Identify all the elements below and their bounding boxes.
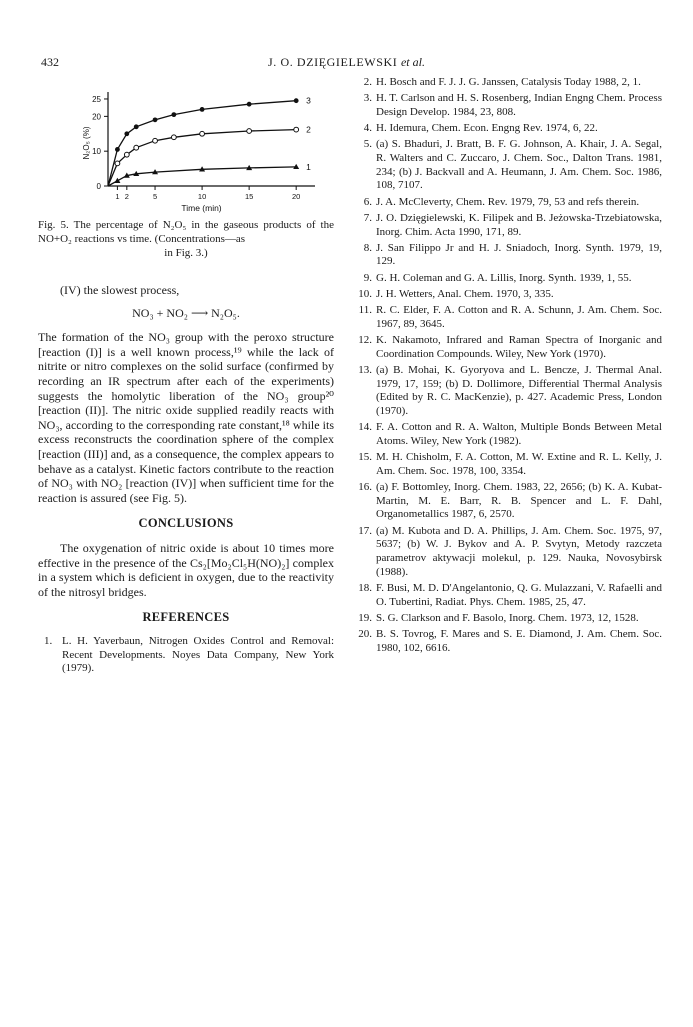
x-tick-label: 10	[197, 192, 207, 201]
reference-number: 4.	[363, 122, 372, 135]
reference-item	[352, 196, 662, 210]
reference-number: 5.	[363, 138, 372, 151]
x-tick-label: 15	[244, 192, 254, 201]
reference-text: S. G. Clarkson and F. Basolo, Inorg. Chem. 1973, 12, 1528.	[376, 611, 639, 624]
x-axis-label: Time (min)	[181, 203, 222, 213]
reference-item	[352, 334, 662, 361]
reference-item	[352, 76, 662, 90]
figure-caption-line2: in Fig. 3.)	[164, 247, 208, 259]
data-point	[171, 112, 176, 117]
reference-item	[352, 421, 662, 448]
reference-text: J. San Filippo Jr and H. J. Sniadoch, Inorg. Synth. 1979, 19, 129.	[376, 241, 662, 268]
figure-caption	[38, 218, 334, 260]
reference-text: H. T. Carlson and H. S. Rosenberg, Indian Engng Chem. Process Design Develop. 1984, 23, 808.	[376, 92, 662, 118]
reference-text: K. Nakamoto, Infrared and Raman Spectra of Inorganic and Coordination Compounds. Wiley, New York (1970).	[376, 333, 662, 360]
reference-item	[352, 612, 662, 626]
reference-item	[352, 272, 662, 286]
y-tick-label: 0	[96, 182, 101, 191]
data-point	[294, 98, 299, 103]
reference-text: J. O. Dzięgielewski, K. Filipek and B. Jeżowska-Trzebiatowska, Inorg. Chim. Acta 1990, 171, 89.	[376, 211, 662, 238]
reference-item	[352, 451, 662, 478]
reference-item	[38, 635, 334, 676]
reference-number: 2.	[363, 76, 372, 88]
running-head	[0, 55, 693, 70]
series-line-2	[108, 130, 296, 186]
reference-item	[352, 628, 662, 655]
data-point	[171, 135, 176, 140]
reference-text: H. Idemura, Chem. Econ. Engng Rev. 1974, 6, 22.	[376, 122, 598, 135]
data-point	[200, 131, 205, 136]
reference-number: 9.	[363, 271, 372, 284]
reference-number: 14.	[358, 421, 372, 434]
curve-label: 2	[306, 124, 311, 135]
reference-text: B. S. Tovrog, F. Mares and S. E. Diamond, J. Am. Chem. Soc. 1980, 102, 6616.	[376, 628, 662, 654]
x-tick-label: 20	[292, 192, 301, 201]
data-point	[200, 107, 205, 112]
figure-5-chart	[80, 84, 330, 214]
y-tick-label: 25	[92, 94, 101, 104]
x-tick-label: 2	[124, 192, 129, 201]
data-point	[114, 178, 120, 183]
reference-text: (a) S. Bhaduri, J. Bratt, B. F. G. Johnson, A. Khair, J. A. Segal, R. Walters and C. Zuccaro, J. Chem. Soc., Dalton Trans. 1981, 234; (b) J. Backvall and A. Heumann, J. Am. Chem. Soc. 1986, 108, 7107.	[376, 138, 662, 192]
reference-text: M. H. Chisholm, F. A. Cotton, M. W. Extine and R. L. Kelly, J. Am. Chem. Soc. 1978, 100, 3354.	[376, 451, 662, 477]
data-point	[115, 147, 120, 152]
reference-text: H. Bosch and F. J. J. G. Janssen, Catalysis Today 1988, 2, 1.	[376, 76, 641, 88]
curve-label: 1	[306, 161, 311, 172]
reference-item	[352, 481, 662, 522]
curve-label: 3	[306, 95, 311, 106]
data-point	[294, 127, 299, 132]
reference-item	[352, 364, 662, 419]
reference-number: 19.	[358, 611, 372, 624]
reference-text: (a) F. Bottomley, Inorg. Chem. 1983, 22, 2656; (b) K. A. Kubat-Martin, M. E. Barr, R. B. Spencer and L. F. Dahl, Organometallics 1987, 6, 2570.	[376, 480, 662, 521]
reference-item	[352, 242, 662, 269]
data-point	[124, 131, 129, 136]
data-point	[134, 145, 139, 150]
reference-item	[352, 582, 662, 609]
references-heading: REFERENCES	[142, 610, 230, 625]
body-paragraph: The formation of the NO₃ group with the peroxo structure [reaction (I)] is a well known process,¹⁹ while the lack of nitrite or nitro complexes on the solid surface (confirmed by recording an IR spectrum after each of the experiments) suggests the homolytic liberation of the NO₃ group²⁰ [reaction (II)]. The nitric oxide supplied readily reacts with NO₃, according to the corresponding rate constant,¹⁸ while its excess reconstructs the coordination sphere of the complex [reaction (III)] and, as a consequence, the complex appears to behave as a catalyst. Kinetic factors contribute to the reaction of NO₃ with NO₂ [reaction (IV)] when sufficient time for the reaction is assured (see Fig. 5).	[38, 330, 334, 505]
reference-text: J. H. Wetters, Anal. Chem. 1970, 3, 335.	[376, 287, 554, 300]
data-point	[247, 129, 252, 134]
y-axis-label: N₂O₅ (%)	[82, 126, 91, 160]
data-point	[153, 117, 158, 122]
reference-number: 17.	[358, 524, 372, 537]
process-label: (IV) the slowest process,	[60, 283, 180, 297]
reference-text: G. H. Coleman and G. A. Lillis, Inorg. Synth. 1939, 1, 55.	[376, 271, 632, 284]
x-tick-label: 5	[152, 192, 158, 201]
reference-item	[352, 288, 662, 302]
reference-text: (a) B. Mohai, K. Gyoryova and L. Bencze, J. Thermal Anal. 1979, 17, 159; (b) D. Dollimore, Differential Thermal Analysis (Edited by R. C. MacKenzie), p. 427. Academic Press, London (1970).	[376, 363, 662, 417]
reference-number: 7.	[363, 211, 372, 224]
y-tick-label: 20	[92, 112, 101, 122]
reference-item	[352, 92, 662, 119]
figure-caption-line1: Fig. 5. The percentage of N₂O₅ in the gaseous products of the NO+O₂ reactions vs time. (Concentrations—as	[38, 219, 334, 245]
reference-text: (a) M. Kubota and D. A. Phillips, J. Am. Chem. Soc. 1975, 97, 5637; (b) W. J. Bykov and A. P. Svytyn, Metody razczeta parametrov aktywacji molekul, p. 129. Nauka, Novosybirsk (1988).	[376, 524, 662, 578]
reference-number: 6.	[363, 195, 372, 208]
data-point	[115, 161, 120, 166]
left-column	[38, 283, 334, 676]
reference-text: R. C. Elder, F. A. Cotton and R. A. Schunn, J. Am. Chem. Soc. 1967, 89, 3645.	[376, 304, 662, 330]
data-point	[134, 124, 139, 129]
reference-item	[352, 525, 662, 580]
reference-number: 18.	[358, 581, 372, 594]
reference-text: L. H. Yaverbaun, Nitrogen Oxides Control and Removal: Recent Developments. Noyes Data Company, New York (1979).	[62, 634, 334, 675]
running-head-suffix: et al.	[400, 55, 425, 69]
running-head-authors: J. O. DZIĘGIELEWSKI	[268, 55, 398, 69]
reference-text: F. A. Cotton and R. A. Walton, Multiple Bonds Between Metal Atoms. Wiley, New York (1982).	[376, 421, 662, 447]
reference-item	[352, 138, 662, 193]
equation-iv: NO₃ + NO₂ ⟶ N₂O₅.	[132, 305, 240, 320]
reference-number: 12.	[358, 333, 372, 346]
reference-item	[352, 122, 662, 136]
reference-number: 13.	[358, 363, 372, 376]
references-list	[352, 76, 662, 658]
reference-number: 3.	[363, 92, 372, 105]
reference-text: F. Busi, M. D. D'Angelantonio, Q. G. Mulazzani, V. Rafaelli and O. Tubertini, Radiat. Phys. Chem. 1985, 25, 47.	[376, 581, 662, 608]
reference-number: 16.	[358, 480, 372, 493]
x-tick-label: 1	[115, 192, 120, 201]
reference-item	[352, 304, 662, 331]
conclusions-text: The oxygenation of nitric oxide is about 10 times more effective in the presence of the Cs₂[Mo₂Cl₅H(NO)₂] complex in a system which is deficient in oxygen, due to the reactivity of the nitrosyl bridges.	[38, 540, 334, 599]
reference-text: J. A. McCleverty, Chem. Rev. 1979, 79, 53 and refs therein.	[376, 195, 640, 208]
data-point	[153, 138, 158, 143]
data-point	[247, 102, 252, 107]
reference-number: 1.	[44, 634, 53, 647]
page-number: 432	[41, 55, 59, 69]
data-point	[124, 152, 129, 157]
reference-item	[352, 212, 662, 239]
conclusions-heading: CONCLUSIONS	[138, 516, 234, 531]
reference-number: 15.	[358, 451, 372, 464]
reference-number: 10.	[358, 287, 372, 300]
y-tick-label: 10	[92, 147, 101, 157]
reference-number: 20.	[358, 628, 372, 641]
reference-number: 11.	[358, 304, 372, 317]
reference-number: 8.	[363, 241, 372, 254]
